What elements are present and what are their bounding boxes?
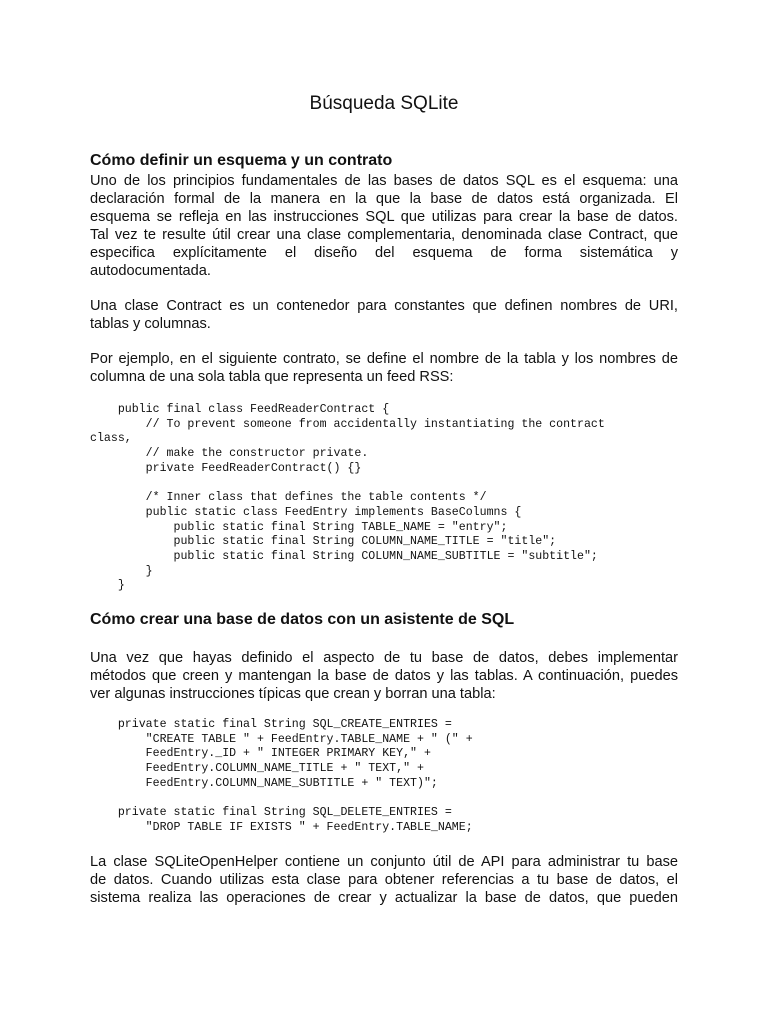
code-line: public static class FeedEntry implements BaseColumns {: [90, 505, 522, 519]
paragraph-sqlite-open-helper: [90, 853, 678, 907]
code-line: /* Inner class that defines the table contents */: [90, 491, 487, 505]
paragraph-schema-intro: [90, 172, 678, 280]
code-line: [90, 791, 690, 806]
code-line: FeedEntry.COLUMN_NAME_TITLE + " TEXT," +: [90, 762, 424, 776]
code-line: "CREATE TABLE " + FeedEntry.TABLE_NAME + " (" +: [90, 732, 473, 746]
code-line: }: [90, 579, 125, 593]
code-line: }: [90, 564, 153, 578]
paragraph-contract-class: [90, 297, 678, 333]
code-line: public static final String TABLE_NAME = "entry";: [90, 520, 508, 534]
text-line: autodocumentada.: [90, 263, 211, 279]
text-line: Tal vez te resulte útil crear una clase complementaria, denominada clase Contract, que: [90, 227, 678, 243]
text-line: declaración formal de la manera en la que la base de datos está organizada. El: [90, 191, 678, 207]
code-line: class,: [90, 432, 132, 446]
text-line: ver algunas instrucciones típicas que crean y borran una tabla:: [90, 686, 496, 702]
code-line: FeedEntry._ID + " INTEGER PRIMARY KEY," +: [90, 747, 431, 761]
code-block-feed-reader-contract: [90, 403, 690, 594]
code-line: private static final String SQL_CREATE_ENTRIES =: [90, 718, 452, 731]
text-line: métodos que creen y mantengan la base de datos y las tablas. A continuación, puedes: [90, 668, 678, 684]
code-line: public static final String COLUMN_NAME_SUBTITLE = "subtitle";: [90, 549, 598, 563]
code-line: private FeedReaderContract() {}: [90, 461, 362, 475]
text-line: columna de una sola tabla que representa un feed RSS:: [90, 369, 454, 385]
text-line: Una clase Contract es un contenedor para constantes que definen nombres de URI,: [90, 298, 678, 314]
page-title: Búsqueda SQLite: [309, 93, 459, 114]
text-line: Uno de los principios fundamentales de las bases de datos SQL es el esquema: una: [90, 173, 678, 189]
text-line: tablas y columnas.: [90, 316, 211, 332]
code-line: // To prevent someone from accidentally instantiating the contract: [90, 417, 605, 431]
section-heading-schema-contract: Cómo definir un esquema y un contrato: [90, 152, 393, 169]
text-line: sistema realiza las operaciones de crear y actualizar la base de datos, que pueden: [90, 890, 678, 906]
code-line: [90, 476, 690, 491]
code-line: public static final String COLUMN_NAME_TITLE = "title";: [90, 535, 557, 549]
code-line: private static final String SQL_DELETE_ENTRIES =: [90, 806, 452, 820]
text-line: La clase SQLiteOpenHelper contiene un conjunto útil de API para administrar tu base: [90, 854, 678, 870]
text-line: especifica explícitamente el diseño del esquema de forma sistemática y: [90, 245, 678, 261]
section-heading-sql-helper: Cómo crear una base de datos con un asistente de SQL: [90, 611, 515, 628]
code-line: FeedEntry.COLUMN_NAME_SUBTITLE + " TEXT)";: [90, 776, 438, 790]
text-line: de datos. Cuando utilizas esta clase para obtener referencias a tu base de datos, el: [90, 872, 678, 888]
paragraph-implement-methods: [90, 649, 678, 703]
text-line: Por ejemplo, en el siguiente contrato, se define el nombre de la tabla y los nombres de: [90, 351, 678, 367]
text-line: Una vez que hayas definido el aspecto de tu base de datos, debes implementar: [90, 650, 678, 666]
code-line: public final class FeedReaderContract {: [90, 403, 390, 416]
code-block-sql-entries: [90, 718, 690, 836]
code-line: "DROP TABLE IF EXISTS " + FeedEntry.TABLE_NAME;: [90, 820, 473, 834]
code-line: // make the constructor private.: [90, 447, 369, 461]
text-line: esquema se refleja en las instrucciones SQL que utilizas para crear la base de datos.: [90, 209, 678, 225]
paragraph-example-contract: [90, 350, 678, 386]
